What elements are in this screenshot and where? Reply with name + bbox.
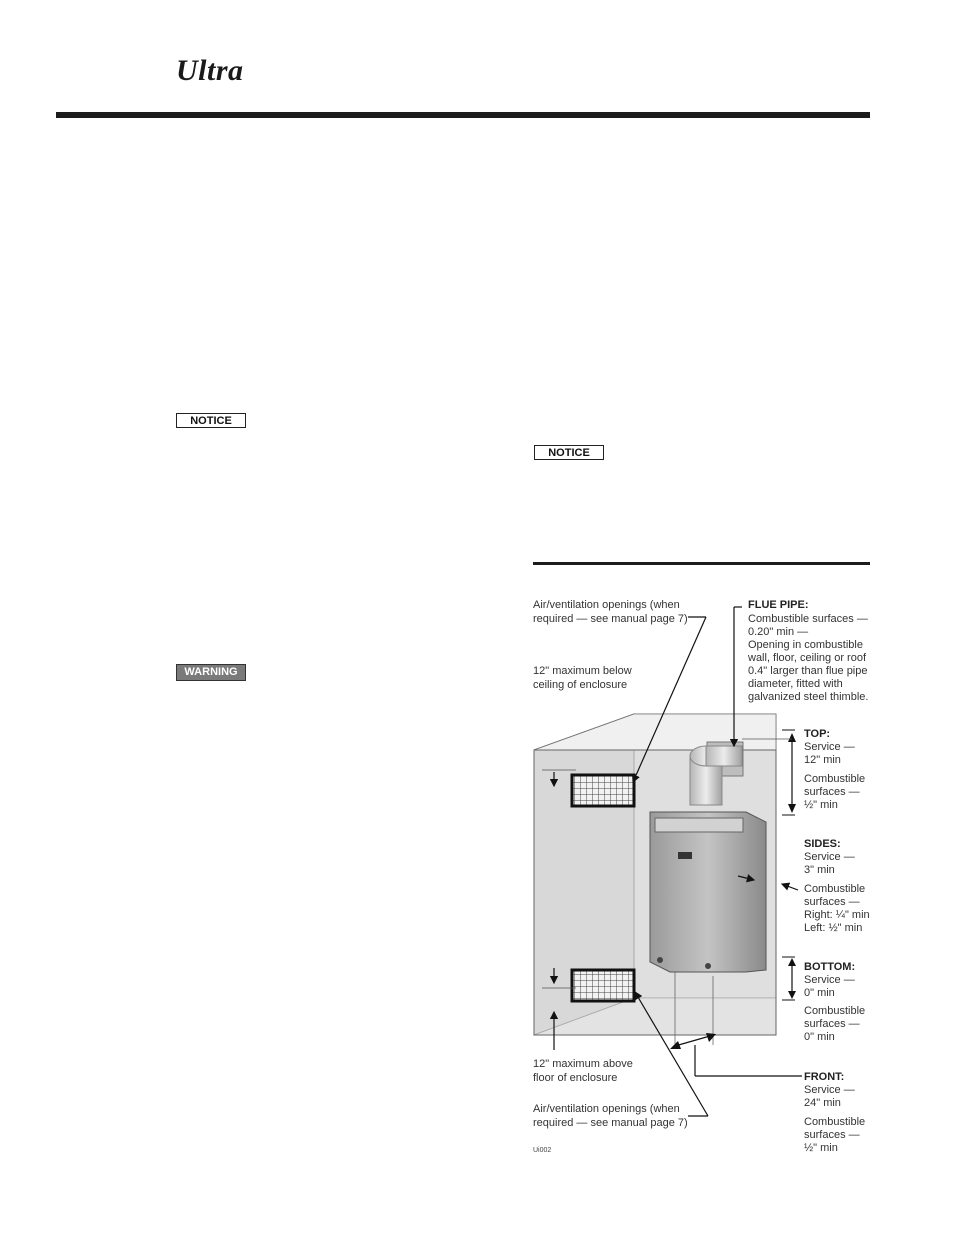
figure-id: Ui002 xyxy=(533,1147,552,1154)
sides-text-3: Combustible xyxy=(804,883,866,895)
lower-vent-grille xyxy=(572,970,634,1001)
below-ceiling-label-2: ceiling of enclosure xyxy=(533,679,628,691)
top-text-1: Service — xyxy=(804,741,855,753)
front-text-3: Combustible xyxy=(804,1116,866,1128)
top-text-4: surfaces — xyxy=(804,786,860,798)
front-text-5: ½" min xyxy=(804,1142,838,1154)
below-ceiling-label: 12" maximum below xyxy=(533,665,632,677)
sides-text-2: 3" min xyxy=(804,864,835,876)
flue-text-2: 0.20" min — xyxy=(748,626,809,638)
front-title: FRONT: xyxy=(804,1071,845,1083)
top-text-3: Combustible xyxy=(804,773,866,785)
front-text-2: 24" min xyxy=(804,1097,841,1109)
above-floor-label-2: floor of enclosure xyxy=(533,1072,618,1084)
above-floor-label: 12" maximum above xyxy=(533,1058,633,1070)
top-title: TOP: xyxy=(804,728,831,740)
front-text-1: Service — xyxy=(804,1084,855,1096)
bottom-title: BOTTOM: xyxy=(804,961,856,973)
notice-badge-right: NOTICE xyxy=(534,445,604,460)
warning-badge: WARNING xyxy=(176,664,246,681)
boiler-unit xyxy=(650,812,766,972)
sides-text-6: Left: ½" min xyxy=(804,922,863,934)
top-text-5: ½" min xyxy=(804,799,838,811)
sides-title: SIDES: xyxy=(804,838,841,850)
brand-logo: Ultra xyxy=(176,54,244,87)
front-text-4: surfaces — xyxy=(804,1129,860,1141)
flue-text-4: wall, floor, ceiling or roof xyxy=(748,652,866,664)
bottom-text-1: Service — xyxy=(804,974,855,986)
air-vent-label-top-2: required — see manual page 7) xyxy=(533,613,688,625)
flue-text-3: Opening in combustible xyxy=(748,639,863,651)
flue-text-7: galvanized steel thimble. xyxy=(748,691,869,703)
bottom-text-5: 0" min xyxy=(804,1031,835,1043)
flue-text-1: Combustible surfaces — xyxy=(748,613,868,625)
clearance-diagram xyxy=(520,590,880,1160)
air-vent-label-top: Air/ventilation openings (when xyxy=(533,599,680,611)
bottom-text-4: surfaces — xyxy=(804,1018,860,1030)
sides-text-5: Right: ¼" min xyxy=(804,909,870,921)
sides-text-1: Service — xyxy=(804,851,855,863)
notice-badge: NOTICE xyxy=(176,413,246,428)
flue-pipe-title: FLUE PIPE: xyxy=(748,599,809,611)
section-rule xyxy=(533,562,870,565)
sides-text-4: surfaces — xyxy=(804,896,860,908)
upper-vent-grille xyxy=(572,775,634,806)
bottom-text-2: 0" min xyxy=(804,987,835,999)
flue-text-6: diameter, fitted with xyxy=(748,678,843,690)
top-text-2: 12" min xyxy=(804,754,841,766)
bottom-text-3: Combustible xyxy=(804,1005,866,1017)
header-rule xyxy=(56,112,870,118)
air-vent-label-bottom-2: required — see manual page 7) xyxy=(533,1117,688,1129)
air-vent-label-bottom: Air/ventilation openings (when xyxy=(533,1103,680,1115)
flue-text-5: 0.4" larger than flue pipe xyxy=(748,665,868,677)
